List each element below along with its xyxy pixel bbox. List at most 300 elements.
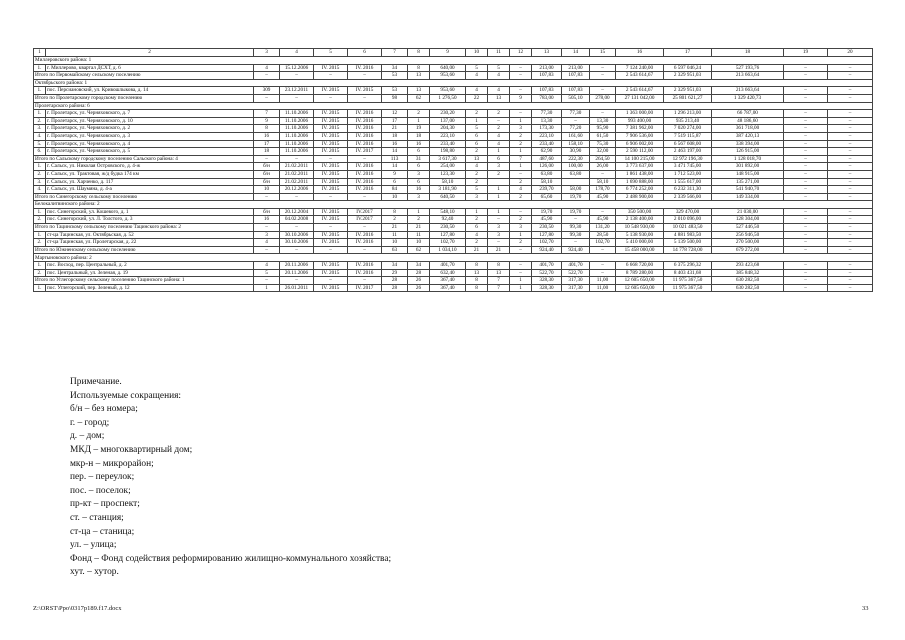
page-number: 33: [862, 605, 869, 612]
table-cell: 2 329 951,03: [664, 72, 712, 80]
table-cell: –: [828, 178, 873, 186]
table-cell: 62: [408, 94, 430, 102]
table-cell: 5: [254, 269, 280, 277]
table-cell: –: [828, 140, 873, 148]
table-cell: 361 718,00: [712, 125, 784, 133]
table-cell: 2: [408, 110, 430, 118]
header-cell: 4: [280, 49, 314, 57]
table-cell: 2.: [34, 269, 46, 277]
table-cell: 2 463 197,00: [664, 148, 712, 156]
table-cell: –: [348, 72, 382, 80]
table-cell: –: [828, 231, 873, 239]
subtotal-label: Итого по Первомайскому сельскому поселению: [34, 72, 254, 80]
table-cell: 3: [408, 193, 430, 201]
table-cell: 527 446,50: [712, 224, 784, 232]
table-cell: 6: [466, 224, 488, 232]
table-cell: 1.: [34, 231, 46, 239]
table-cell: 487,60: [532, 155, 562, 163]
subtotal-label: Итого по Углегорскому сельскому поселению Тацинского района: 1: [34, 277, 254, 285]
note-line: д. – дом;: [70, 431, 105, 442]
header-cell: 9: [430, 49, 466, 57]
table-cell: 387 420,13: [712, 132, 784, 140]
table-cell: 3: [466, 193, 488, 201]
table-cell: IV. 2015: [314, 269, 348, 277]
table-cell: 548,10: [430, 208, 466, 216]
table-cell: 1: [466, 117, 488, 125]
table-cell: –: [784, 110, 828, 118]
table-cell: 254,00: [430, 163, 466, 171]
table-cell: IV. 2015: [314, 87, 348, 95]
table-cell: 5: [488, 64, 510, 72]
table-cell: IV. 2016: [348, 269, 382, 277]
table-cell: 9: [382, 170, 408, 178]
table-cell: 953,60: [430, 72, 466, 80]
table-cell: б/н: [254, 208, 280, 216]
table-cell: 935 213,40: [664, 117, 712, 125]
table-cell: 8: [466, 284, 488, 292]
table-cell: –: [828, 269, 873, 277]
table-cell: 16: [408, 186, 430, 194]
table-cell: IV.2017: [348, 216, 382, 224]
table-cell: IV. 2015: [314, 125, 348, 133]
table-cell: 4: [488, 87, 510, 95]
table-cell: 21: [488, 246, 510, 254]
table-cell: 6 668 720,00: [616, 262, 664, 270]
table-cell: 522,70: [562, 269, 590, 277]
table-cell: 1 690 888,00: [616, 178, 664, 186]
table-cell: 9: [510, 94, 532, 102]
table-cell: 230,50: [430, 224, 466, 232]
table-cell: IV. 2015: [314, 170, 348, 178]
table-cell: 505,10: [562, 94, 590, 102]
table-cell: 28: [382, 284, 408, 292]
table-row: [34, 269, 873, 277]
table-cell: –: [828, 277, 873, 285]
table-cell: 63,80: [532, 170, 562, 178]
table-cell: 6: [466, 140, 488, 148]
table-cell: 1 128 018,70: [712, 155, 784, 163]
table-cell: 256 946,50: [712, 231, 784, 239]
table-cell: –: [510, 208, 532, 216]
table-cell: 62,90: [532, 148, 562, 156]
table-cell: 2: [510, 178, 532, 186]
table-cell: –: [590, 269, 616, 277]
table-cell: б/н: [254, 170, 280, 178]
table-cell: 1 276,50: [430, 94, 466, 102]
table-cell: –: [784, 94, 828, 102]
table-cell: 58,10: [590, 178, 616, 186]
table-cell: 31: [408, 155, 430, 163]
table-cell: 95,90: [590, 125, 616, 133]
table-cell: 4: [254, 262, 280, 270]
note-line: ст-ца – станица;: [70, 526, 135, 537]
table-cell: 107,83: [532, 72, 562, 80]
table-cell: 6: [382, 178, 408, 186]
table-cell: 11.10.2006: [280, 125, 314, 133]
table-cell: –: [510, 87, 532, 95]
table-cell: IV. 2016: [348, 170, 382, 178]
table-cell: 92,40: [430, 216, 466, 224]
table-cell: 4: [254, 239, 280, 247]
table-cell: IV. 2015: [314, 239, 348, 247]
note-line: мкр-н – микрорайон;: [70, 458, 154, 469]
subtotal-label: Итого по Сальскому городскому поселению Сальского района: 4: [34, 155, 254, 163]
table-cell: –: [314, 193, 348, 201]
table-row: [34, 163, 873, 171]
table-cell: 4: [488, 72, 510, 80]
note-line: пер. – переулок;: [70, 472, 135, 483]
table-row: [34, 125, 873, 133]
subtotal-label: Итого по Южненскому сельскому поселению: [34, 246, 254, 254]
subtotal-row: [34, 246, 873, 254]
table-cell: 5: [466, 125, 488, 133]
table-cell: 953,60: [430, 87, 466, 95]
table-cell: 14: [382, 148, 408, 156]
note-line: г. – город;: [70, 417, 110, 428]
table-cell: 62: [408, 246, 430, 254]
address-cell: пос. Восход, пер. Центральный, д. 2: [46, 262, 254, 270]
table-cell: 541 940,70: [712, 186, 784, 194]
table-cell: 11: [382, 231, 408, 239]
table-cell: 11.10.2006: [280, 132, 314, 140]
table-body: [34, 49, 873, 292]
table-cell: –: [590, 262, 616, 270]
address-cell: пос. Персиановский, ул. Кривошлыкова, д. 14: [46, 87, 254, 95]
table-cell: 7: [254, 110, 280, 118]
table-cell: 2 329 951,03: [664, 87, 712, 95]
header-cell: 12: [510, 49, 532, 57]
table-cell: –: [280, 155, 314, 163]
table-cell: –: [784, 117, 828, 125]
table-cell: –: [254, 193, 280, 201]
table-cell: 30.10.2006: [280, 239, 314, 247]
table-cell: –: [590, 87, 616, 95]
table-cell: 8: [466, 277, 488, 285]
table-cell: –: [828, 87, 873, 95]
table-cell: 1: [488, 193, 510, 201]
table-cell: 6 232 311,30: [664, 186, 712, 194]
table-cell: 113: [382, 155, 408, 163]
table-cell: 13: [408, 72, 430, 80]
table-cell: 317,30: [562, 284, 590, 292]
table-cell: –: [314, 246, 348, 254]
table-cell: 32,00: [590, 148, 616, 156]
table-cell: 3 617,30: [430, 155, 466, 163]
table-cell: 1: [510, 277, 532, 285]
table-cell: 8: [382, 208, 408, 216]
section-title: Октябрьского района: 1: [34, 79, 873, 87]
table-cell: б/н: [254, 163, 280, 171]
header-cell: 1: [34, 49, 46, 57]
table-cell: 8: [254, 125, 280, 133]
address-cell: г. Сальск, ул. Трактовая, ж/д будка 174 км: [46, 170, 254, 178]
table-cell: 328,30: [532, 284, 562, 292]
section-row: [34, 201, 873, 209]
table-cell: 4: [254, 64, 280, 72]
table-cell: 26,00: [590, 163, 616, 171]
table-cell: –: [784, 170, 828, 178]
table-cell: 4: [466, 231, 488, 239]
table-row: [34, 262, 873, 270]
table-row: [34, 216, 873, 224]
table-cell: 25 801 621,27: [664, 94, 712, 102]
table-cell: 3 181,90: [430, 186, 466, 194]
table-cell: 1 363 000,00: [616, 110, 664, 118]
table-cell: 223,10: [430, 132, 466, 140]
table-cell: –: [784, 216, 828, 224]
table-cell: IV. 2017: [348, 148, 382, 156]
table-cell: 317,30: [562, 277, 590, 285]
table-cell: 3: [510, 224, 532, 232]
subtotal-row: [34, 72, 873, 80]
table-cell: 3: [510, 125, 532, 133]
note-line: Используемые сокращения:: [70, 390, 182, 401]
table-cell: 11.10.2006: [280, 117, 314, 125]
table-cell: 11 975 367,50: [664, 277, 712, 285]
address-cell: пос. Углегорский, пер. Зеленый, д. 12: [46, 284, 254, 292]
table-cell: IV. 2015: [314, 110, 348, 118]
section-title: Мартыновского района: 2: [34, 254, 873, 262]
table-cell: –: [562, 216, 590, 224]
table-cell: 8 789 280,00: [616, 269, 664, 277]
table-cell: [562, 178, 590, 186]
table-cell: –: [590, 246, 616, 254]
table-cell: –: [784, 277, 828, 285]
table-cell: 1: [408, 208, 430, 216]
table-cell: 17: [382, 117, 408, 125]
table-cell: 30.10.2006: [280, 231, 314, 239]
table-cell: –: [784, 87, 828, 95]
table-cell: 137,00: [430, 117, 466, 125]
subtotal-row: [34, 224, 873, 232]
table-row: [34, 239, 873, 247]
table-cell: 13: [408, 87, 430, 95]
table-cell: 123,30: [430, 170, 466, 178]
table-cell: 401,70: [562, 262, 590, 270]
notes-title: Примечание.: [70, 377, 122, 387]
table-cell: 2 138 400,00: [616, 216, 664, 224]
table-cell: 126 915,00: [712, 148, 784, 156]
table-cell: 58,10: [430, 178, 466, 186]
table-cell: 1 861 438,00: [616, 170, 664, 178]
table-cell: –: [254, 246, 280, 254]
table-cell: 293 423,68: [712, 262, 784, 270]
subtotal-row: [34, 277, 873, 285]
table-cell: 367,40: [430, 284, 466, 292]
table-cell: –: [280, 94, 314, 102]
table-cell: [488, 178, 510, 186]
table-cell: 8 403 431,68: [664, 269, 712, 277]
table-cell: 178,70: [590, 186, 616, 194]
table-cell: 45,90: [590, 193, 616, 201]
table-cell: –: [784, 186, 828, 194]
header-cell: 11: [488, 49, 510, 57]
table-cell: –: [510, 246, 532, 254]
header-cell: 7: [382, 49, 408, 57]
table-cell: 630 282,50: [712, 277, 784, 285]
table-cell: –: [828, 94, 873, 102]
address-cell: г. Пролетарск, ул. Черняховского, д. 2: [46, 125, 254, 133]
table-cell: 58,10: [532, 178, 562, 186]
table-cell: б/н: [254, 178, 280, 186]
table-cell: 2: [510, 239, 532, 247]
table-cell: 77,30: [562, 110, 590, 118]
table-cell: 63,80: [562, 170, 590, 178]
table-cell: 783,00: [532, 94, 562, 102]
table-cell: 8: [408, 64, 430, 72]
address-cell: пос. Синегорский, ул. Л. Толстого, д. 3: [46, 216, 254, 224]
table-cell: 28: [382, 277, 408, 285]
table-cell: 11,00: [590, 277, 616, 285]
table-cell: –: [254, 155, 280, 163]
header-cell: 10: [466, 49, 488, 57]
table-cell: –: [784, 262, 828, 270]
table-cell: 34: [382, 64, 408, 72]
table-cell: –: [784, 193, 828, 201]
table-cell: IV. 2016: [348, 239, 382, 247]
table-cell: 58,00: [562, 186, 590, 194]
table-cell: 7 020 274,00: [664, 125, 712, 133]
table-cell: 10: [254, 186, 280, 194]
table-cell: IV. 2015: [314, 140, 348, 148]
table-cell: –: [314, 72, 348, 80]
table-cell: 2: [466, 148, 488, 156]
table-cell: 6 906 002,00: [616, 140, 664, 148]
table-cell: 632,40: [430, 269, 466, 277]
table-cell: 12 972 196,30: [664, 155, 712, 163]
table-cell: 309: [254, 87, 280, 95]
table-cell: 13: [466, 269, 488, 277]
header-cell: 19: [784, 49, 828, 57]
table-cell: –: [314, 94, 348, 102]
table-cell: –: [280, 277, 314, 285]
table-cell: 1.: [34, 262, 46, 270]
table-cell: 27 131 042,00: [616, 94, 664, 102]
table-cell: 1.: [34, 163, 46, 171]
table-cell: 3.: [34, 125, 46, 133]
table-cell: 20.11.2006: [280, 269, 314, 277]
table-cell: 11,00: [590, 284, 616, 292]
table-cell: 21: [466, 246, 488, 254]
note-line: ст. – станция;: [70, 512, 124, 523]
table-cell: 53: [382, 87, 408, 95]
table-cell: 63: [382, 246, 408, 254]
table-cell: 17: [254, 140, 280, 148]
table-cell: 21 030,00: [712, 208, 784, 216]
table-cell: 77,20: [562, 125, 590, 133]
table-cell: –: [590, 72, 616, 80]
table-cell: 4: [510, 186, 532, 194]
table-cell: 640,50: [430, 193, 466, 201]
table-cell: –: [828, 110, 873, 118]
table-cell: 99,30: [562, 231, 590, 239]
table-cell: 13: [466, 155, 488, 163]
table-cell: 16: [254, 132, 280, 140]
table-cell: –: [314, 155, 348, 163]
table-cell: –: [510, 64, 532, 72]
table-cell: 239,70: [532, 186, 562, 194]
table-cell: 9: [254, 117, 280, 125]
table-cell: –: [784, 140, 828, 148]
table-cell: –: [828, 132, 873, 140]
table-cell: –: [590, 208, 616, 216]
table-cell: 19,70: [532, 208, 562, 216]
table-cell: 53: [382, 72, 408, 80]
address-cell: г. Пролетарск, ул. Черняховского, д. 5: [46, 148, 254, 156]
notes-block: [70, 376, 391, 580]
table-cell: IV. 2015: [314, 186, 348, 194]
subtotal-row: [34, 193, 873, 201]
table-cell: 12: [382, 110, 408, 118]
table-cell: 4.: [34, 132, 46, 140]
table-cell: 135 271,00: [712, 178, 784, 186]
table-cell: –: [784, 224, 828, 232]
table-cell: –: [510, 262, 532, 270]
table-cell: 2: [408, 216, 430, 224]
table-cell: 1: [488, 148, 510, 156]
table-cell: –: [314, 224, 348, 232]
table-cell: 1: [408, 117, 430, 125]
table-cell: 1.: [34, 208, 46, 216]
table-cell: 1.: [34, 87, 46, 95]
table-row: [34, 110, 873, 118]
table-cell: –: [510, 170, 532, 178]
table-cell: IV. 2015: [314, 64, 348, 72]
table-cell: 149 334,00: [712, 193, 784, 201]
table-cell: 8: [488, 262, 510, 270]
table-cell: 10 021 483,50: [664, 224, 712, 232]
table-cell: IV. 2016: [348, 231, 382, 239]
table-cell: 6: [408, 148, 430, 156]
table-cell: 7 381 962,00: [616, 125, 664, 133]
table-cell: 19,70: [562, 193, 590, 201]
table-cell: 29: [382, 269, 408, 277]
table-cell: 04.02.2008: [280, 216, 314, 224]
table-cell: 11.10.2006: [280, 140, 314, 148]
table-cell: 21.02.2011: [280, 170, 314, 178]
table-cell: 18: [382, 132, 408, 140]
table-cell: IV. 2015: [314, 262, 348, 270]
table-row: [34, 231, 873, 239]
table-cell: –: [510, 110, 532, 118]
table-cell: 10: [382, 193, 408, 201]
table-cell: 2: [510, 140, 532, 148]
address-cell: г. Сальск, ул. Харченко, д. 117: [46, 178, 254, 186]
table-row: [34, 87, 873, 95]
table-cell: –: [590, 110, 616, 118]
table-cell: 233,40: [532, 140, 562, 148]
table-cell: 26: [408, 284, 430, 292]
section-title: Пролетарского района: 6: [34, 102, 873, 110]
table-cell: –: [510, 72, 532, 80]
table-cell: 173,30: [532, 125, 562, 133]
table-row: [34, 208, 873, 216]
table-cell: 2 010 096,00: [664, 216, 712, 224]
table-cell: 16: [382, 140, 408, 148]
table-cell: 107,83: [532, 87, 562, 95]
table-cell: 1.: [34, 284, 46, 292]
table-cell: 21.02.2011: [280, 178, 314, 186]
address-cell: пос. Центральный, ул. Зеленая, д. 19: [46, 269, 254, 277]
table-cell: 6: [488, 155, 510, 163]
table-cell: 230,50: [532, 224, 562, 232]
note-line: пос. – поселок;: [70, 485, 131, 496]
table-cell: 204,30: [430, 125, 466, 133]
table-cell: 1: [510, 117, 532, 125]
footer-filename: Z:\ORST\Ppo\0317p189.f17.docx: [33, 605, 122, 612]
table-row: [34, 186, 873, 194]
section-title: Белокалитвинского района: 2: [34, 201, 873, 209]
